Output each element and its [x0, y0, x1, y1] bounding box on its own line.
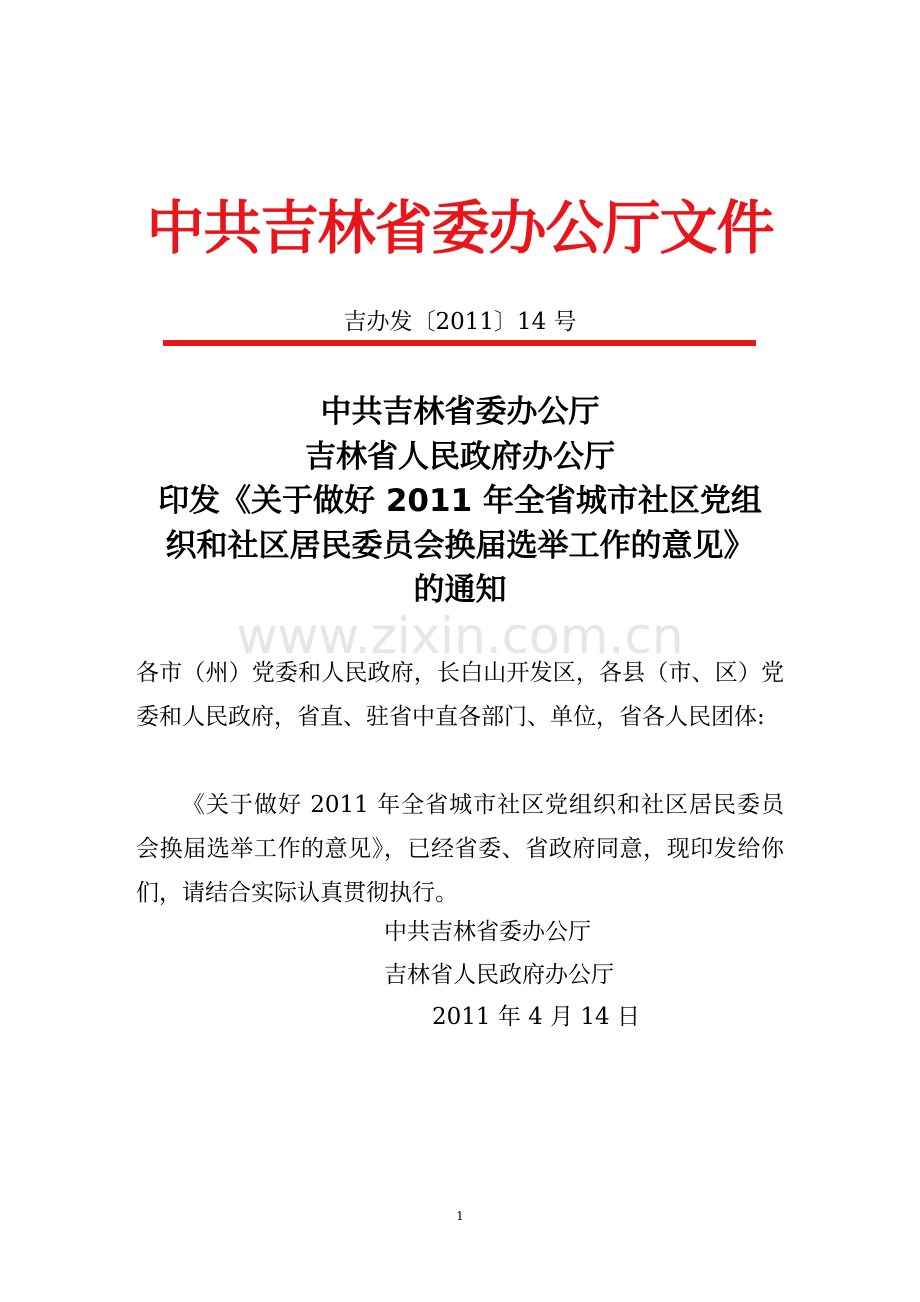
document-number: 吉办发〔2011〕14 号	[343, 309, 577, 335]
site-watermark: www.zixin.com.cn	[236, 607, 684, 665]
notice-title-line: 织和社区居民委员会换届选举工作的意见》	[165, 527, 755, 564]
signature-issuer-party: 中共吉林省委办公厅	[384, 919, 591, 945]
notice-title-line: 中共吉林省委办公厅	[320, 394, 600, 430]
signature-issuer-government: 吉林省人民政府办公厅	[384, 962, 614, 988]
signature-date: 2011 年 4 月 14 日	[432, 1004, 640, 1030]
document-header-title: 中共吉林省委办公厅文件	[146, 194, 774, 262]
page-number: 1	[456, 1209, 464, 1223]
notice-title-line: 的通知	[413, 572, 507, 608]
header-red-rule	[163, 340, 756, 346]
notice-title-line: 吉林省人民政府办公厅	[305, 438, 615, 475]
notice-title	[0, 390, 920, 613]
addressee-paragraph: 各市（州）党委和人民政府，长白山开发区，各县（市、区）党委和人民政府，省直、驻省中直各部门、单位，省各人民团体:	[136, 660, 784, 730]
body-paragraph: 《关于做好 2011 年全省城市社区党组织和社区居民委员会换届选举工作的意见》，已经省委、省政府同意，现印发给你们，请结合实际认真贯彻执行。	[136, 792, 784, 906]
notice-title-line: 印发《关于做好 2011 年全省城市社区党组	[158, 483, 762, 519]
